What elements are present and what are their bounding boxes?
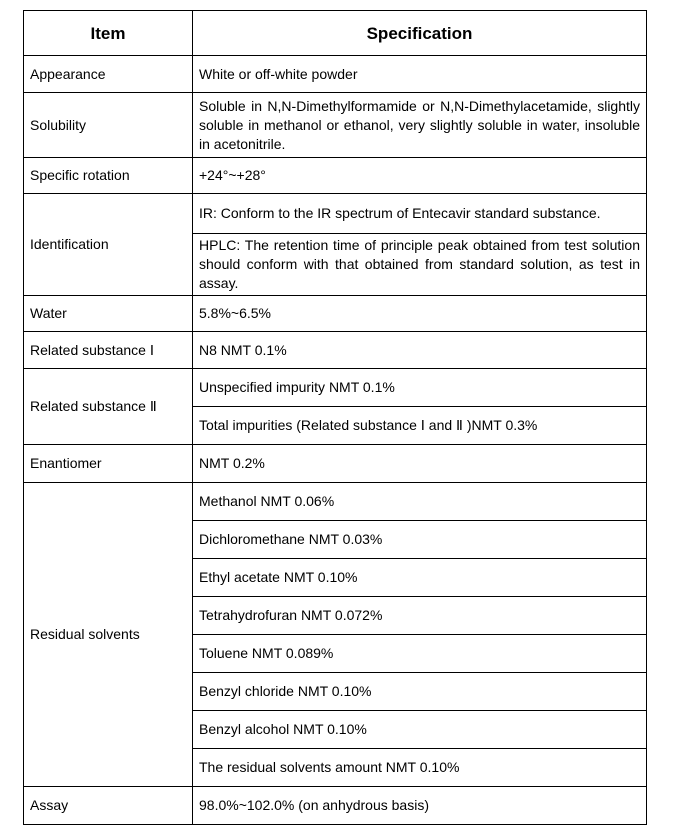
item-cell: Related substance Ⅱ <box>24 369 193 445</box>
spec-cell: White or off-white powder <box>193 56 647 93</box>
spec-cell: IR: Conform to the IR spectrum of Entecavir standard substance. <box>193 194 647 234</box>
item-cell: Identification <box>24 194 193 296</box>
spec-cell: The residual solvents amount NMT 0.10% <box>193 749 647 787</box>
item-cell: Residual solvents <box>24 483 193 787</box>
spec-cell: Soluble in N,N-Dimethylformamide or N,N-Dimethylacetamide, slightly soluble in methanol or ethanol, very slightly soluble in water, insoluble in acetonitrile. <box>193 93 647 158</box>
item-cell: Related substance Ⅰ <box>24 332 193 369</box>
spec-cell: Ethyl acetate NMT 0.10% <box>193 559 647 597</box>
table-row <box>24 787 647 825</box>
table-row <box>24 93 647 158</box>
item-cell: Specific rotation <box>24 158 193 194</box>
spec-cell: +24°~+28° <box>193 158 647 194</box>
specification-table <box>23 10 647 825</box>
table-row <box>24 332 647 369</box>
spec-cell: NMT 0.2% <box>193 445 647 483</box>
specification-column-header: Specification <box>193 11 647 56</box>
spec-cell: Dichloromethane NMT 0.03% <box>193 521 647 559</box>
table-row <box>24 56 647 93</box>
spec-cell: Total impurities (Related substance Ⅰ and Ⅱ )NMT 0.3% <box>193 407 647 445</box>
spec-cell: Unspecified impurity NMT 0.1% <box>193 369 647 407</box>
item-column-header: Item <box>24 11 193 56</box>
spec-cell: Benzyl chloride NMT 0.10% <box>193 673 647 711</box>
spec-cell: HPLC: The retention time of principle peak obtained from test solution should conform with that obtained from standard solution, as test in assay. <box>193 234 647 296</box>
item-cell: Appearance <box>24 56 193 93</box>
item-cell: Solubility <box>24 93 193 158</box>
item-cell: Assay <box>24 787 193 825</box>
table-row <box>24 194 647 234</box>
spec-cell: Benzyl alcohol NMT 0.10% <box>193 711 647 749</box>
table-row <box>24 158 647 194</box>
item-cell: Enantiomer <box>24 445 193 483</box>
spec-cell: Toluene NMT 0.089% <box>193 635 647 673</box>
spec-cell: 98.0%~102.0% (on anhydrous basis) <box>193 787 647 825</box>
table-row <box>24 445 647 483</box>
header-row <box>24 11 647 56</box>
table-row <box>24 483 647 521</box>
spec-cell: Tetrahydrofuran NMT 0.072% <box>193 597 647 635</box>
spec-cell: 5.8%~6.5% <box>193 296 647 332</box>
spec-cell: Methanol NMT 0.06% <box>193 483 647 521</box>
spec-cell: N8 NMT 0.1% <box>193 332 647 369</box>
table-row <box>24 369 647 407</box>
item-cell: Water <box>24 296 193 332</box>
table-row <box>24 296 647 332</box>
